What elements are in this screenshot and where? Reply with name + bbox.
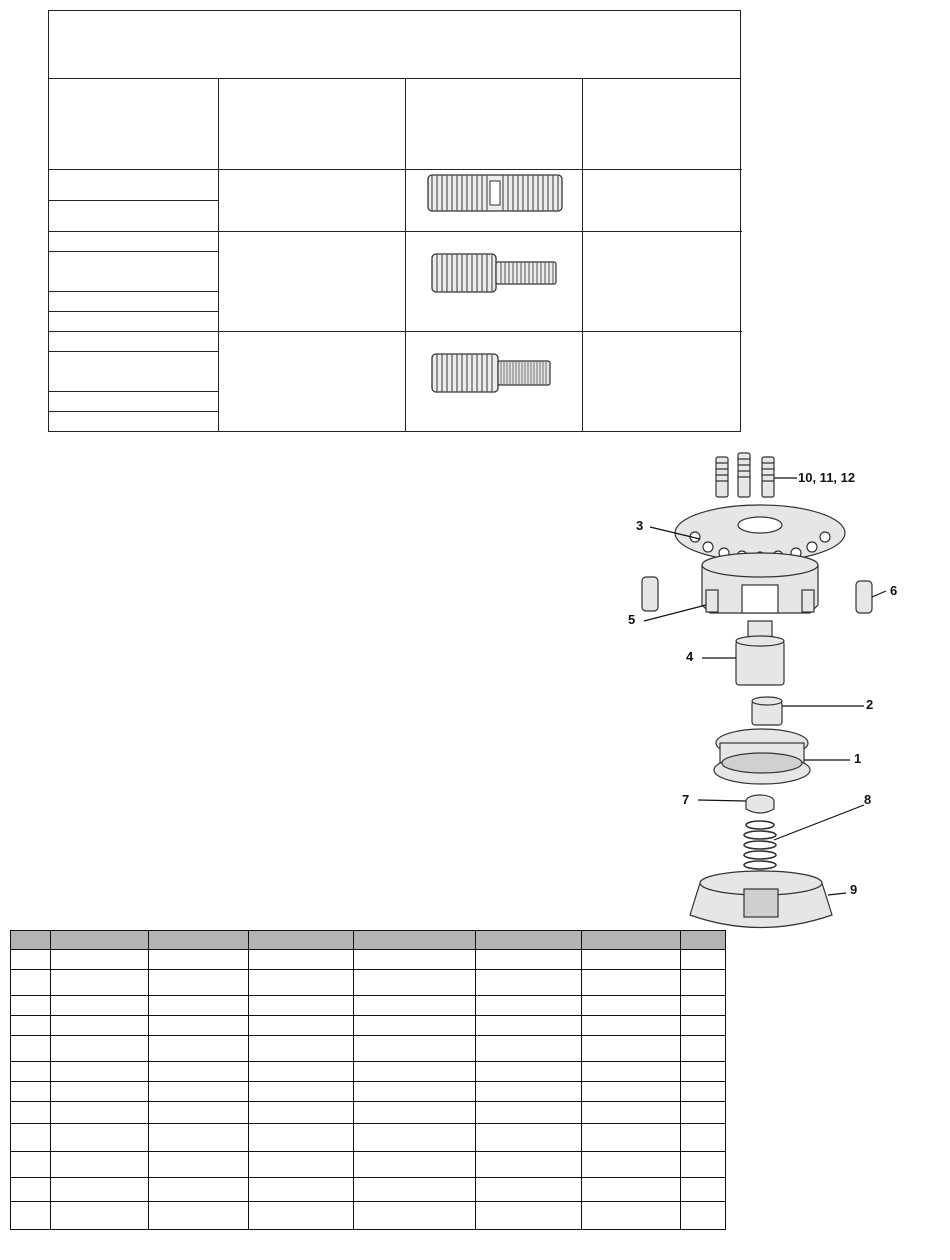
table-row bbox=[11, 950, 726, 970]
table-cell bbox=[11, 1036, 51, 1062]
stepped-thread-bolt-icon bbox=[430, 250, 562, 296]
table-cell bbox=[582, 1202, 681, 1230]
parts-header-cell bbox=[354, 931, 476, 950]
table-row bbox=[11, 1202, 726, 1230]
table-cell bbox=[354, 1082, 476, 1102]
group1-col4-cell bbox=[583, 170, 742, 232]
table-cell bbox=[681, 1178, 726, 1202]
table-cell bbox=[476, 1152, 582, 1178]
header-cell-2 bbox=[219, 78, 406, 170]
table-cell bbox=[582, 1152, 681, 1178]
table-cell bbox=[681, 1124, 726, 1152]
parts-list-table bbox=[10, 930, 726, 1230]
group3-row4-cell bbox=[49, 412, 219, 432]
table-cell bbox=[582, 970, 681, 996]
table-cell bbox=[51, 1016, 149, 1036]
table-cell bbox=[476, 1202, 582, 1230]
callout-10-11-12: 10, 11, 12 bbox=[798, 470, 856, 485]
table-row bbox=[11, 1036, 726, 1062]
table-cell bbox=[681, 970, 726, 996]
table-cell bbox=[249, 1016, 354, 1036]
group3-row2-cell bbox=[49, 352, 219, 392]
table-cell bbox=[11, 950, 51, 970]
table-cell bbox=[249, 1124, 354, 1152]
table-row bbox=[11, 996, 726, 1016]
table-cell bbox=[249, 1036, 354, 1062]
table-cell bbox=[476, 1016, 582, 1036]
table-cell bbox=[354, 1178, 476, 1202]
table-cell bbox=[354, 996, 476, 1016]
parts-header-cell bbox=[249, 931, 354, 950]
table-cell bbox=[681, 1016, 726, 1036]
callout-9: 9 bbox=[850, 882, 858, 897]
group1-col2-cell bbox=[219, 170, 406, 232]
table-cell bbox=[51, 1062, 149, 1082]
table-cell bbox=[149, 1152, 249, 1178]
table-cell bbox=[354, 1062, 476, 1082]
table-cell bbox=[51, 1082, 149, 1102]
table-cell bbox=[249, 1082, 354, 1102]
table-cell bbox=[11, 1178, 51, 1202]
group3-row3-cell bbox=[49, 392, 219, 412]
group2-row2-cell bbox=[49, 252, 219, 292]
table-row bbox=[11, 1152, 726, 1178]
parts-header-cell bbox=[149, 931, 249, 950]
callout-1: 1 bbox=[854, 751, 862, 766]
header-cell-4 bbox=[583, 78, 742, 170]
table-cell bbox=[249, 996, 354, 1016]
table-cell bbox=[476, 1124, 582, 1152]
table-cell bbox=[51, 950, 149, 970]
table-cell bbox=[582, 1036, 681, 1062]
callout-3: 3 bbox=[636, 518, 644, 533]
table-cell bbox=[51, 1178, 149, 1202]
group3-col4-cell bbox=[583, 332, 742, 432]
table-cell bbox=[582, 1124, 681, 1152]
table-cell bbox=[249, 1152, 354, 1178]
callout-7: 7 bbox=[682, 792, 690, 807]
table-row bbox=[11, 1102, 726, 1124]
table-row bbox=[11, 1178, 726, 1202]
table-cell bbox=[51, 970, 149, 996]
table-cell bbox=[582, 1082, 681, 1102]
table-cell bbox=[249, 1202, 354, 1230]
table-cell bbox=[249, 1102, 354, 1124]
table-cell bbox=[582, 950, 681, 970]
group2-row4-cell bbox=[49, 312, 219, 332]
bolts-10-11-12 bbox=[716, 453, 774, 497]
table-cell bbox=[11, 1102, 51, 1124]
table-cell bbox=[582, 1062, 681, 1082]
table-cell bbox=[11, 1152, 51, 1178]
header-cell-1 bbox=[49, 78, 219, 170]
parts-header-cell bbox=[681, 931, 726, 950]
table-cell bbox=[249, 970, 354, 996]
header-cell-3 bbox=[406, 78, 583, 170]
table-cell bbox=[476, 950, 582, 970]
parts-table-header bbox=[11, 931, 726, 950]
group2-row1-cell bbox=[49, 232, 219, 252]
group2-image-cell bbox=[406, 232, 583, 332]
callout-8: 8 bbox=[864, 792, 872, 807]
table-cell bbox=[11, 1062, 51, 1082]
table-row bbox=[11, 1016, 726, 1036]
table-cell bbox=[681, 950, 726, 970]
table-cell bbox=[11, 970, 51, 996]
table-cell bbox=[354, 970, 476, 996]
table-cell bbox=[354, 1102, 476, 1124]
group1-image-cell bbox=[406, 170, 583, 232]
table-cell bbox=[149, 1202, 249, 1230]
table-cell bbox=[476, 1036, 582, 1062]
table-row bbox=[11, 1082, 726, 1102]
group1-row2-cell bbox=[49, 201, 219, 232]
group3-image-cell bbox=[406, 332, 583, 432]
table-cell bbox=[354, 1152, 476, 1178]
table-row bbox=[11, 970, 726, 996]
table-cell bbox=[582, 1178, 681, 1202]
table-cell bbox=[476, 970, 582, 996]
table-cell bbox=[149, 970, 249, 996]
table-cell bbox=[681, 1202, 726, 1230]
table-cell bbox=[681, 996, 726, 1016]
group2-row3-cell bbox=[49, 292, 219, 312]
table-title-row bbox=[49, 11, 740, 79]
table-row bbox=[11, 1062, 726, 1082]
callout-2: 2 bbox=[866, 697, 874, 712]
table-cell bbox=[681, 1152, 726, 1178]
table-cell bbox=[149, 1178, 249, 1202]
table-cell bbox=[11, 1082, 51, 1102]
table-cell bbox=[681, 1082, 726, 1102]
exploded-parts-diagram bbox=[610, 445, 910, 935]
parts-header-cell bbox=[582, 931, 681, 950]
callout-6: 6 bbox=[890, 583, 898, 598]
table-cell bbox=[51, 1036, 149, 1062]
parts-header-cell bbox=[476, 931, 582, 950]
table-row bbox=[11, 1124, 726, 1152]
group3-row1-cell bbox=[49, 332, 219, 352]
table-cell bbox=[11, 1202, 51, 1230]
table-cell bbox=[354, 1202, 476, 1230]
table-cell bbox=[51, 1152, 149, 1178]
table-cell bbox=[149, 1036, 249, 1062]
table-cell bbox=[149, 950, 249, 970]
table-cell bbox=[354, 950, 476, 970]
double-thread-bolt-icon bbox=[426, 171, 564, 215]
table-cell bbox=[249, 950, 354, 970]
table-cell bbox=[149, 1124, 249, 1152]
table-cell bbox=[149, 1102, 249, 1124]
callout-4: 4 bbox=[686, 649, 694, 664]
table-cell bbox=[51, 1124, 149, 1152]
table-cell bbox=[582, 1102, 681, 1124]
group1-row1-cell bbox=[49, 170, 219, 201]
table-cell bbox=[681, 1102, 726, 1124]
table-cell bbox=[51, 996, 149, 1016]
group2-col2-cell bbox=[219, 232, 406, 332]
table-cell bbox=[476, 996, 582, 1016]
table-cell bbox=[354, 1016, 476, 1036]
table-cell bbox=[11, 996, 51, 1016]
trimmer-head-exploded-view bbox=[610, 445, 910, 935]
table-cell bbox=[149, 1082, 249, 1102]
table-cell bbox=[249, 1178, 354, 1202]
table-cell bbox=[582, 996, 681, 1016]
table-cell bbox=[354, 1124, 476, 1152]
table-cell bbox=[249, 1062, 354, 1082]
table-cell bbox=[11, 1016, 51, 1036]
group2-col4-cell bbox=[583, 232, 742, 332]
parts-header-cell bbox=[51, 931, 149, 950]
table-cell bbox=[582, 1016, 681, 1036]
parts-header-cell bbox=[11, 931, 51, 950]
table-cell bbox=[476, 1062, 582, 1082]
table-cell bbox=[476, 1102, 582, 1124]
callout-5: 5 bbox=[628, 612, 636, 627]
table-cell bbox=[354, 1036, 476, 1062]
table-cell bbox=[149, 1016, 249, 1036]
table-cell bbox=[51, 1202, 149, 1230]
table-cell bbox=[11, 1124, 51, 1152]
table-cell bbox=[51, 1102, 149, 1124]
stepped-fine-thread-bolt-icon bbox=[430, 350, 554, 396]
table-cell bbox=[681, 1062, 726, 1082]
table-cell bbox=[476, 1082, 582, 1102]
table-cell bbox=[681, 1036, 726, 1062]
table-cell bbox=[476, 1178, 582, 1202]
thread-adapter-table bbox=[48, 10, 741, 432]
table-cell bbox=[149, 1062, 249, 1082]
group3-col2-cell bbox=[219, 332, 406, 432]
table-cell bbox=[149, 996, 249, 1016]
